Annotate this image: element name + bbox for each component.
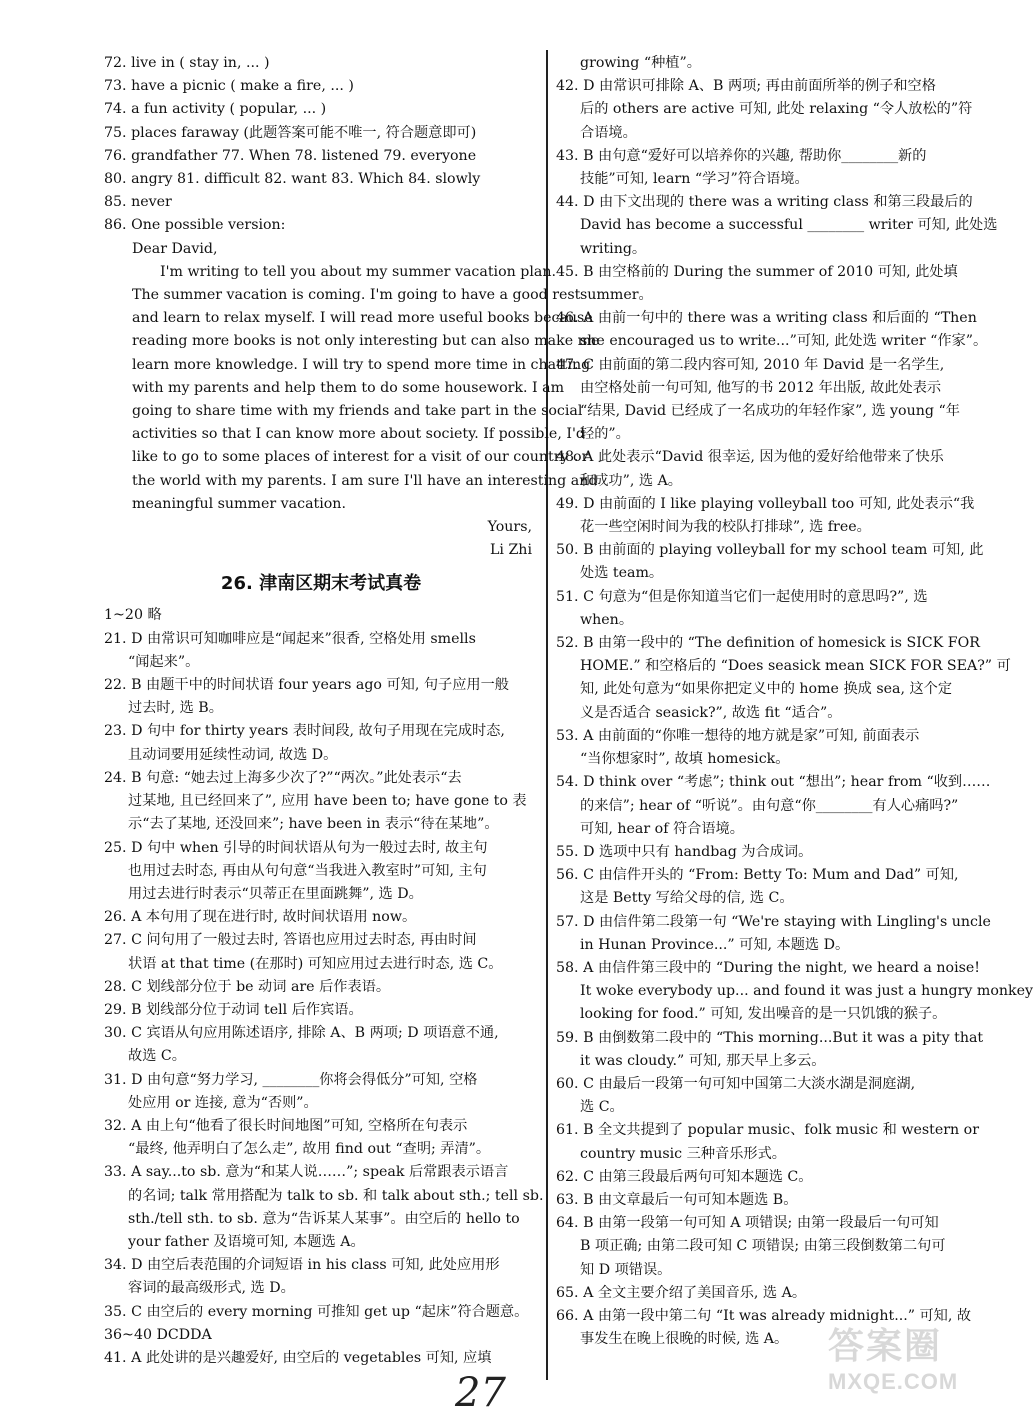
answer-line: 技能”可知, learn “学习”符合语境。 xyxy=(580,171,809,188)
letter-line: with my parents and help them to do some housework. I am xyxy=(132,379,565,396)
answer-line: 知, 此处句意为“如果你把定义中的 home 换成 sea, 这个定 xyxy=(580,681,953,698)
answer-line: 轻的”。 xyxy=(580,426,630,443)
answer-line: 29. B 划线部分位于动词 tell 后作宾语。 xyxy=(104,1001,363,1018)
answer-line: 也用过去时态, 再由从句句意“当我进入教室时”可知, 主句 xyxy=(128,862,487,879)
answer-line: 25. D 句中 when 引导的时间状语从句为一般过去时, 故主句 xyxy=(104,839,488,856)
answer-line: 36~40 DCDDA xyxy=(104,1326,212,1343)
answer-line: 示“去了某地, 还没回来”; have been in 表示“待在某地”。 xyxy=(128,816,499,833)
answer-line: 义是否适合 seasick?”, 故选 fit “适合”。 xyxy=(580,704,842,721)
answer-line: she encouraged us to write...”可知, 此处选 writer “作家”。 xyxy=(580,333,988,350)
answer-line: 且动词要用延续性动词, 故选 D。 xyxy=(128,746,338,763)
watermark-logo xyxy=(828,1318,978,1398)
answer-line: growing “种植”。 xyxy=(580,55,701,71)
section-title: 26. 津南区期末考试真卷 xyxy=(220,573,422,595)
answer-line: when。 xyxy=(580,611,634,628)
letter-line: reading more books is not only interesting but can also make me xyxy=(132,333,600,350)
answer-line: 80. angry 81. difficult 82. want 83. Which 84. slowly xyxy=(104,171,481,188)
answer-line: 过某地, 且已经回来了”, 应用 have been to; have gone to 表 xyxy=(128,793,527,810)
answer-line: 合语境。 xyxy=(580,124,637,141)
answer-line: 23. D 句中 for thirty years 表时间段, 故句子用现在完成时态, xyxy=(104,723,505,740)
letter-line: The summer vacation is coming. I'm going to have a good rest xyxy=(132,287,581,304)
answer-line: it was cloudy.” 可知, 那天早上多云。 xyxy=(580,1052,826,1069)
answer-list-continued xyxy=(556,52,1033,1351)
answer-line: 知 D 项错误。 xyxy=(580,1261,672,1278)
answer-line: in Hunan Province...” 可知, 本题选 D。 xyxy=(580,936,850,953)
column-divider xyxy=(546,50,548,1380)
answer-line: 47. C 由前面的第二段内容可知, 2010 年 David 是一名学生, xyxy=(556,356,945,373)
answer-line: 54. D think over “考虑”; think out “想出”; hear from “收到…… xyxy=(556,774,991,791)
answer-line: 60. C 由最后一段第一句可知中国第二大淡水湖是洞庭湖, xyxy=(556,1075,916,1092)
answer-line: 故选 C。 xyxy=(128,1048,186,1065)
answer-line: 49. D 由前面的 I like playing volleyball too 可知, 此处表示“我 xyxy=(556,495,975,512)
answer-line: 86. One possible version: xyxy=(104,217,286,234)
answer-line: 的名词; talk 常用搭配为 talk to sb. 和 talk about sth.; tell sb. xyxy=(128,1187,544,1204)
answer-line: 21. D 由常识可知咖啡应是“闻起来”很香, 空格处用 smells xyxy=(104,630,476,647)
answer-line: summer。 xyxy=(580,287,653,304)
answer-line: 50. B 由前面的 playing volleyball for my school team 可知, 此 xyxy=(556,542,984,559)
letter-body xyxy=(104,261,600,516)
answer-line: 55. D 选项中只有 handbag 为合成词。 xyxy=(556,843,813,860)
answer-line: “当你想家时”, 故填 homesick。 xyxy=(580,751,790,768)
answer-line: 44. D 由下文出现的 there was a writing class 和第三段最后的 xyxy=(556,194,973,211)
answer-line: 28. C 划线部分位于 be 动词 are 后作表语。 xyxy=(104,978,391,995)
answer-line: 63. B 由文章最后一句可知本题选 B。 xyxy=(556,1191,798,1208)
answer-line: 过去时, 选 B。 xyxy=(128,700,223,717)
answer-line: 75. places faraway (此题答案可能不唯一, 符合题意即可) xyxy=(104,124,477,141)
answer-line: 53. A 由前面的“你唯一想待的地方就是家”可知, 前面表示 xyxy=(556,727,920,744)
answer-line: your father 及语境可知, 本题选 A。 xyxy=(128,1233,365,1250)
letter-closing: Yours, xyxy=(487,519,532,536)
answer-line: 30. C 宾语从句应用陈述语序, 排除 A、B 两项; D 项语意不通, xyxy=(104,1025,499,1042)
letter-line: I'm writing to tell you about my summer vacation plan. xyxy=(160,263,556,280)
answer-line: “最终, 他弄明白了怎么走”, 故用 find out “查明; 弄清”。 xyxy=(128,1141,491,1158)
answer-line: 状语 at that time (在那时) 可知应用过去进行时态, 选 C。 xyxy=(128,955,503,972)
answer-line: 处选 team。 xyxy=(580,565,664,582)
answer-line: 45. B 由空格前的 During the summer of 2010 可知, 此处填 xyxy=(556,263,958,280)
letter-line: and learn to relax myself. I will read more useful books because xyxy=(132,310,593,327)
answer-line: 27. C 问句用了一般过去时, 答语也应用过去时态, 再由时间 xyxy=(104,932,477,949)
answer-line: HOME.” 和空格后的 “Does seasick mean SICK FOR SEA?” 可 xyxy=(580,658,1011,675)
letter-line: the world with my parents. I am sure I'll have an interesting and xyxy=(132,472,598,489)
answer-line: 57. D 由信件第二段第一句 “We're staying with Lingling's uncle xyxy=(556,913,991,930)
letter-line: going to share time with my friends and take part in the social xyxy=(132,403,583,420)
answer-line: country music 三种音乐形式。 xyxy=(580,1145,786,1162)
letter-line: meaningful summer vacation. xyxy=(132,495,346,512)
answer-line: 后的 others are active 可知, 此处 relaxing “令人放松的”符 xyxy=(580,101,973,118)
answer-line: 66. A 由第一段中第二句 “It was already midnight...” 可知, 故 xyxy=(556,1307,972,1324)
letter-salutation: Dear David, xyxy=(132,240,218,257)
answer-line: 73. have a picnic ( make a fire, ... ) xyxy=(104,78,354,95)
answer-line: 1~20 略 xyxy=(104,607,162,624)
answer-line: 33. A say...to sb. 意为“和某人说……”; speak 后常跟表示语言 xyxy=(104,1164,509,1181)
left-column xyxy=(104,52,600,1370)
answer-line: David has become a successful ________ writer 可知, 此处选 xyxy=(580,217,998,234)
right-column xyxy=(556,52,1033,1351)
answer-line: 选 C。 xyxy=(580,1099,624,1116)
answer-line: 事发生在晚上很晚的时候, 选 A。 xyxy=(580,1331,789,1348)
answer-line: 用过去进行时表示“贝蒂正在里面跳舞”, 选 D。 xyxy=(128,885,423,902)
answer-line: 24. B 句意: “她去过上海多少次了?”“两次。”此处表示“去 xyxy=(104,769,462,786)
answer-line: looking for food.” 可知, 发出噪音的是一只饥饿的猴子。 xyxy=(580,1006,947,1023)
answer-line: 31. D 由句意“努力学习, ________你将会得低分”可知, 空格 xyxy=(104,1071,478,1088)
answer-line: 的来信”; hear of “听说”。由句意“你________有人心痛吗?” xyxy=(580,797,959,814)
answer-line: 48. A 此处表示“David 很幸运, 因为他的爱好给他带来了快乐 xyxy=(556,449,944,466)
answer-line: 42. D 由常识可排除 A、B 两项; 再由前面所举的例子和空格 xyxy=(556,78,936,95)
answer-line: 和成功”, 选 A。 xyxy=(580,472,682,489)
answer-line: 59. B 由倒数第二段中的 “This morning...But it was a pity that xyxy=(556,1029,984,1046)
answer-line: 51. C 句意为“但是你知道当它们一起使用时的意思吗?”, 选 xyxy=(556,588,928,605)
answer-line: B 项正确; 由第二段可知 C 项错误; 由第三段倒数第二句可 xyxy=(580,1238,946,1255)
answer-line: 76. grandfather 77. When 78. listened 79. everyone xyxy=(104,147,477,164)
answer-line: 64. B 由第一段第一句可知 A 项错误; 由第一段最后一句可知 xyxy=(556,1215,939,1232)
answer-line: sth./tell sth. to sb. 意为“告诉某人某事”。由空后的 hello to xyxy=(128,1210,520,1227)
answer-line: It woke everybody up... and found it was just a hungry monkey xyxy=(580,983,1033,1000)
letter-line: activities so that I can know more about society. If possible, I'd xyxy=(132,426,585,443)
letter-line: learn more knowledge. I will try to spend more time in chatting xyxy=(132,356,591,373)
watermark-line-1: 答案圈 xyxy=(828,1325,943,1366)
answer-line: 61. B 全文共提到了 popular music、folk music 和 western or xyxy=(556,1122,979,1139)
page-number: 27 xyxy=(455,1370,506,1416)
answer-line: 可知, hear of 符合语境。 xyxy=(580,820,744,837)
answer-line: 26. A 本句用了现在进行时, 故时间状语用 now。 xyxy=(104,909,417,926)
answer-line: 32. A 由上句“他看了很长时间地图”可知, 空格所在句表示 xyxy=(104,1117,468,1134)
answer-line: 43. B 由句意“爱好可以培养你的兴趣, 帮助你________新的 xyxy=(556,147,927,164)
answer-line: 85. never xyxy=(104,194,172,211)
answer-line: 56. C 由信件开头的 “From: Betty To: Mum and Dad” 可知, xyxy=(556,867,959,884)
answer-line: 46. A 由前一句中的 there was a writing class 和后面的 “Then xyxy=(556,310,977,327)
answer-line: 花一些空闲时间为我的校队打排球”, 选 free。 xyxy=(580,519,871,536)
answer-line: 这是 Betty 写给父母的信, 选 C。 xyxy=(580,890,794,907)
answer-line: 41. A 此处讲的是兴趣爱好, 由空后的 vegetables 可知, 应填 xyxy=(104,1349,492,1366)
answer-line: writing。 xyxy=(580,240,647,257)
answer-line: 34. D 由空后表范围的介词短语 in his class 可知, 此处应用形 xyxy=(104,1257,500,1274)
answer-line: 22. B 由题干中的时间状语 four years ago 可知, 句子应用一般 xyxy=(104,677,509,694)
answer-line: “闻起来”。 xyxy=(128,653,200,670)
sample-letter xyxy=(104,238,600,563)
answer-line: 65. A 全文主要介绍了美国音乐, 选 A。 xyxy=(556,1284,807,1301)
answer-line: 74. a fun activity ( popular, ... ) xyxy=(104,101,327,118)
watermark-line-2: MXQE.COM xyxy=(828,1369,959,1394)
answer-list-top xyxy=(104,52,538,238)
answer-line: “结果, David 已经成了一名成功的年轻作家”, 选 young “年 xyxy=(580,403,960,420)
answer-line: 52. B 由第一段中的 “The definition of homesick is SICK FOR xyxy=(556,635,980,652)
answer-line: 处应用 or 连接, 意为“否则”。 xyxy=(128,1094,318,1111)
answer-line: 35. C 由空后的 every morning 可推知 get up “起床”符合题意。 xyxy=(104,1303,529,1320)
answer-line: 72. live in ( stay in, ... ) xyxy=(104,55,270,71)
letter-line: like to go to some places of interest for a visit of our country or xyxy=(132,449,589,466)
answer-line: 由空格处前一句可知, 他写的书 2012 年出版, 故此处表示 xyxy=(580,379,942,396)
answer-line: 容词的最高级形式, 选 D。 xyxy=(128,1280,295,1297)
answer-line: 58. A 由信件第三段中的 “During the night, we heard a noise! xyxy=(556,959,980,976)
letter-signature: Li Zhi xyxy=(489,542,532,559)
answer-list-section-26 xyxy=(104,604,544,1370)
answer-line: 62. C 由第三段最后两句可知本题选 C。 xyxy=(556,1168,813,1185)
